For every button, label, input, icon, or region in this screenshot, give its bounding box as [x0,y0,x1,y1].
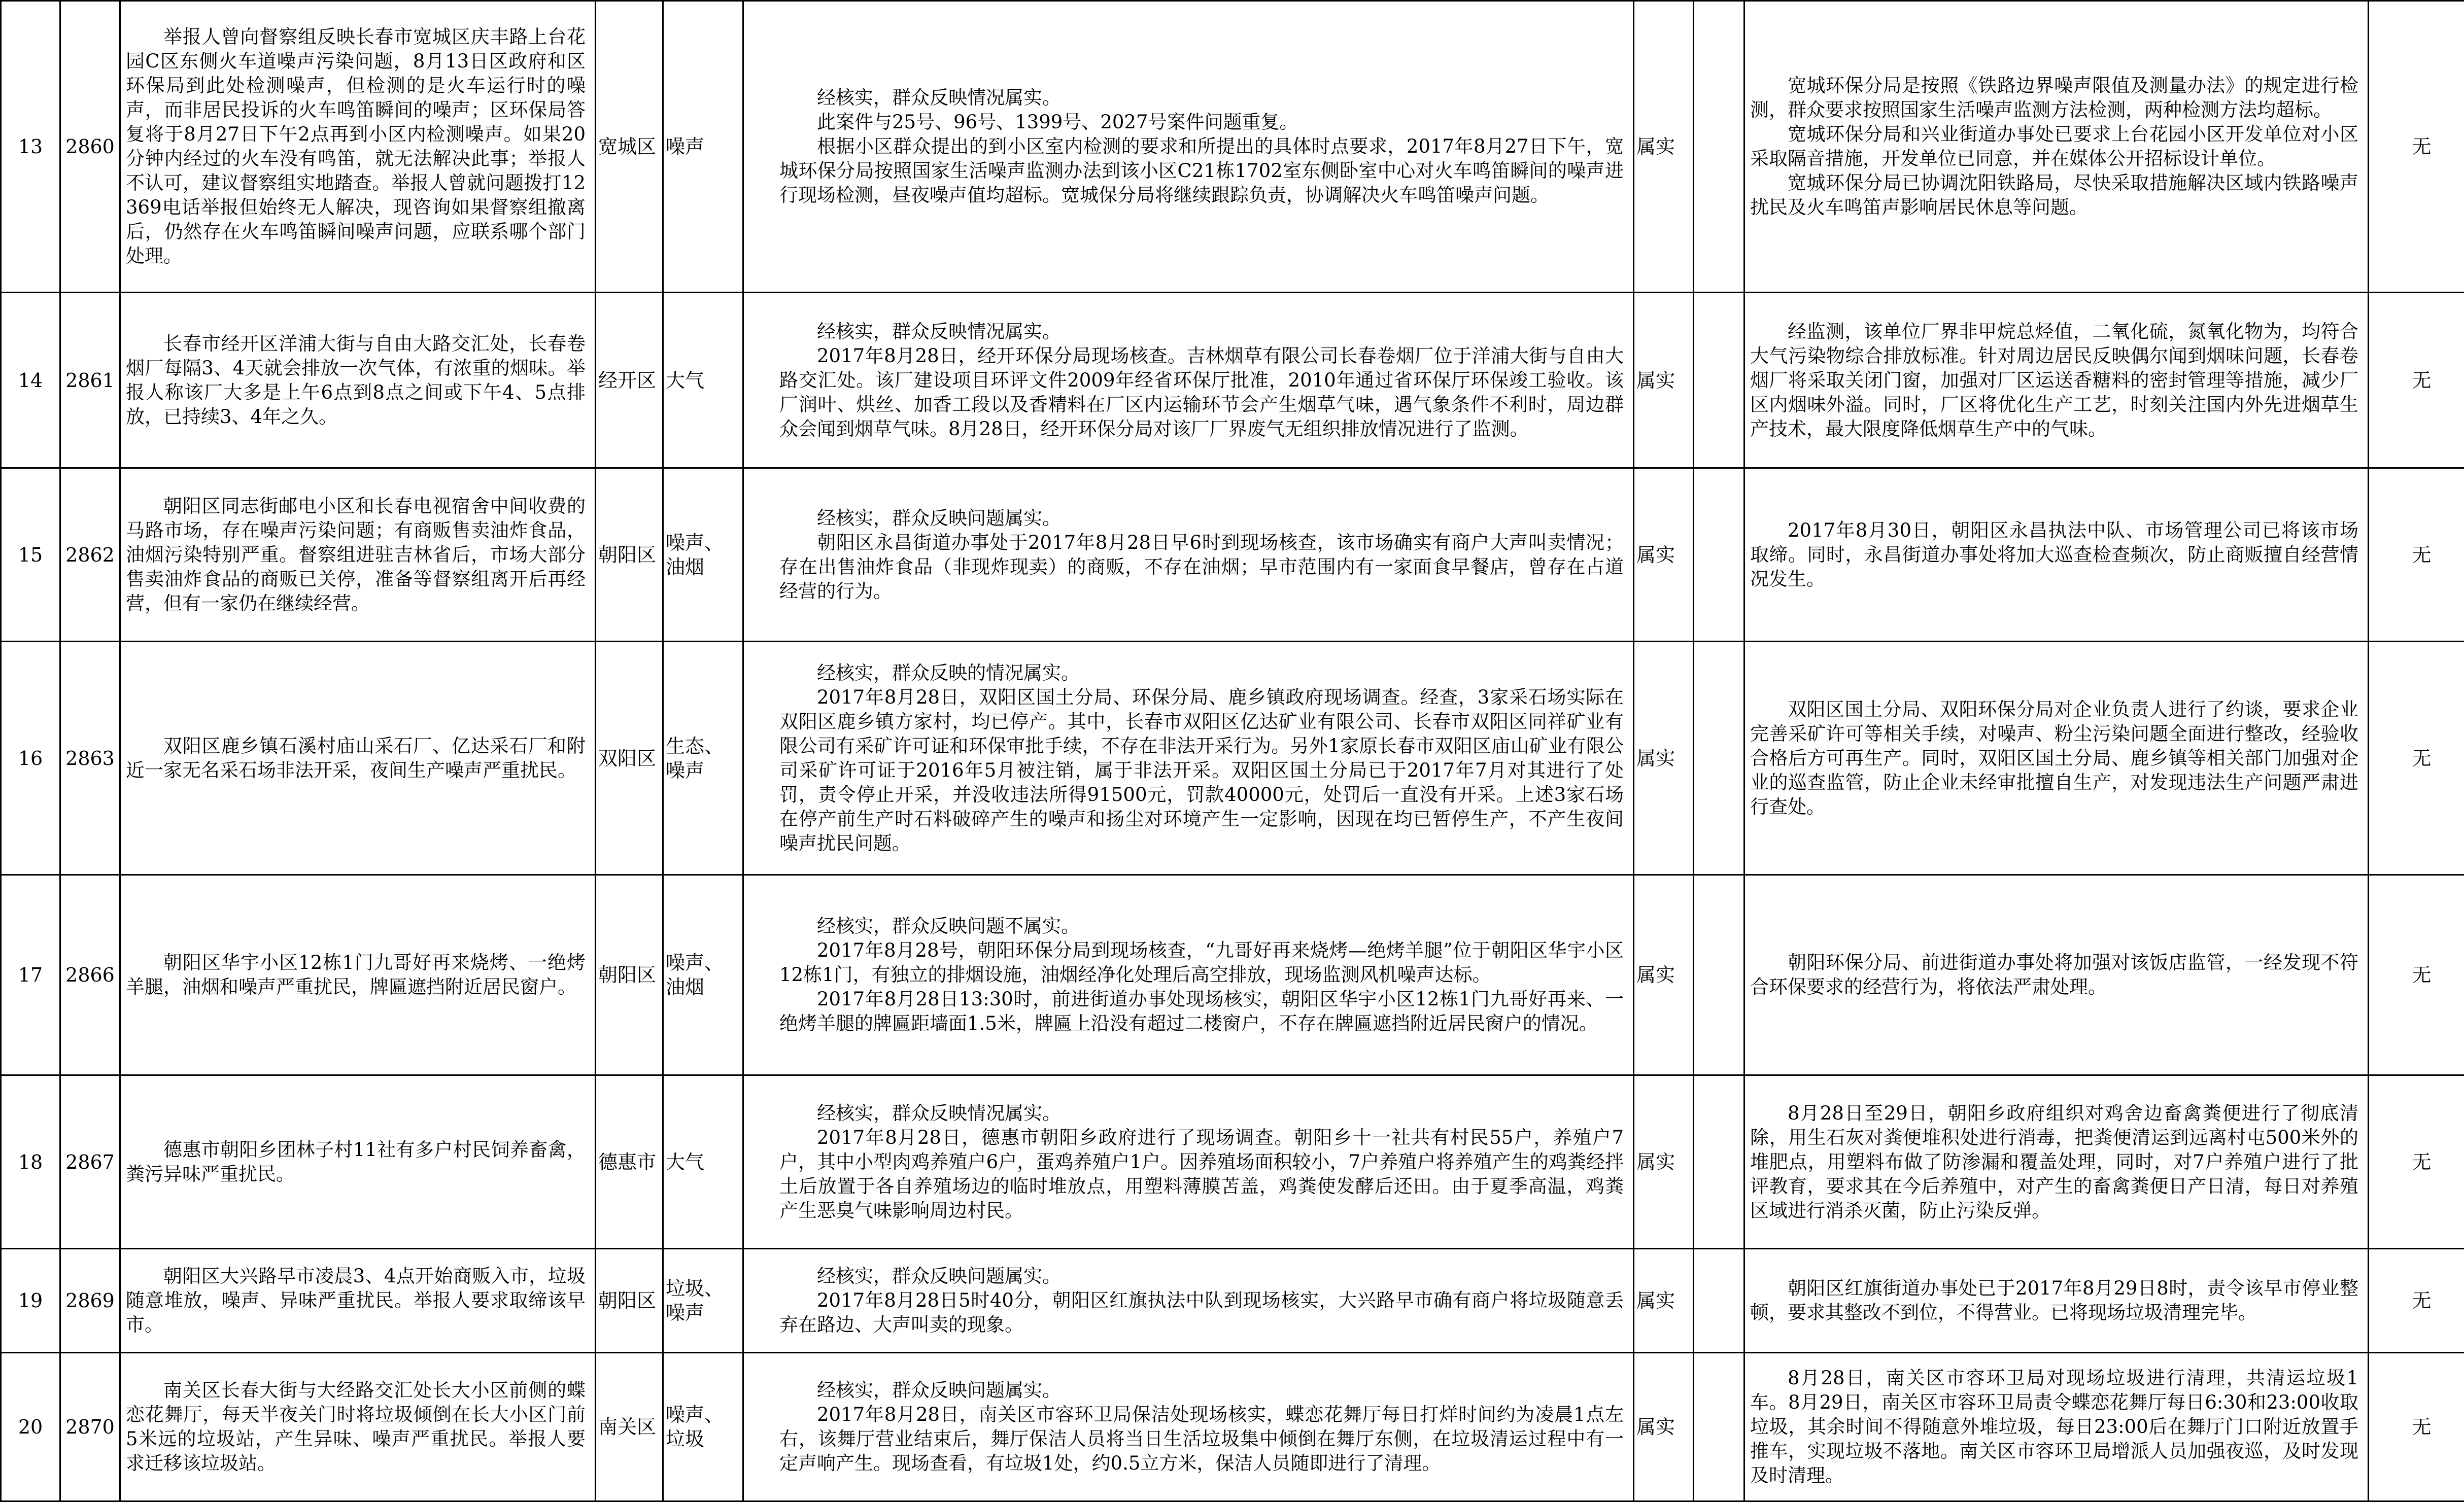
case-id: 2862 [60,468,120,642]
blank-cell [1694,293,1744,468]
row-number: 13 [1,1,60,293]
action-paragraph: 朝阳区红旗街道办事处已于2017年8月29日8时，责令该早市停业整顿，要求其整改不到位，不得营业。已将现场垃圾清理完毕。 [1750,1276,2358,1325]
row-number: 16 [1,642,60,875]
pollution-type: 噪声、垃圾 [663,1353,743,1501]
handling-action [1744,468,2369,642]
district: 南关区 [596,1353,663,1501]
finding-paragraph: 2017年8月28日5时40分，朝阳区红旗执法中队到现场核实，大兴路早市确有商户将垃圾随意丢弃在路边、大声叫卖的现象。 [779,1288,1624,1337]
blank-cell [1694,642,1744,875]
investigation-finding [743,1353,1634,1501]
complaint-content [120,293,596,468]
finding-paragraph: 2017年8月28号，朝阳环保分局到现场核查，“九哥好再来烧烤—绝烤羊腿”位于朝阳区华宇小区12栋1门，有独立的排烟设施，油烟经净化处理后高空排放，现场监测风机噪声达标。 [779,938,1624,987]
complaint-content [120,1,596,293]
case-id: 2870 [60,1353,120,1501]
table-row [1,1,2464,293]
complaint-paragraph: 德惠市朝阳乡团林子村11社有多户村民饲养畜禽，粪污异味严重扰民。 [126,1138,586,1186]
complaint-content [120,1353,596,1501]
finding-paragraph: 2017年8月28日，双阳区国土分局、环保分局、鹿乡镇政府现场调查。经查，3家采石场实际在双阳区鹿乡镇方家村，均已停产。其中，长春市双阳区亿达矿业有限公司、长春市双阳区同祥矿业有限公司有采矿许可证和环保审批手续，不存在非法开采行为。另外1家原长春市双阳区庙山矿业有限公司采矿许可证于2016年5月被注销，属于非法开采。双阳区国土分局已于2017年7月对其进行了处罚，责令停止开采，并没收违法所得91500元，罚款40000元，处罚后一直没有开采。上述3家石场在停产前生产时石料破碎产生的噪声和扬尘对环境产生一定影响，因现在均已暂停生产，不产生夜间噪声扰民问题。 [779,685,1624,856]
complaint-paragraph: 朝阳区同志街邮电小区和长春电视宿舍中间收费的马路市场，存在噪声污染问题；有商贩售卖油炸食品，油烟污染特别严重。督察组进驻吉林省后，市场大部分售卖油炸食品的商贩已关停，准备等督察组离开后再经营，但有一家仍在继续经营。 [126,494,586,616]
blank-cell [1694,1249,1744,1353]
finding-paragraph: 2017年8月28日13:30时，前进街道办事处现场核实，朝阳区华宇小区12栋1门九哥好再来、一绝烤羊腿的牌匾距墙面1.5米，牌匾上沿没有超过二楼窗户，不存在牌匾遮挡附近居民窗户的情况。 [779,987,1624,1036]
complaint-paragraph: 朝阳区大兴路早市凌晨3、4点开始商贩入市，垃圾随意堆放，噪声、异味严重扰民。举报人要求取缔该早市。 [126,1264,586,1337]
finding-paragraph: 经核实，群众反映问题属实。 [779,506,1624,531]
verdict: 属实 [1634,875,1694,1075]
accountability: 无 [2369,1249,2464,1353]
row-number: 15 [1,468,60,642]
finding-paragraph: 朝阳区永昌街道办事处于2017年8月28日早6时到现场核查，该市场确实有商户大声叫卖情况；存在出售油炸食品（非现炸现卖）的商贩，不存在油烟；早市范围内有一家面食早餐店，曾存在占道经营的行为。 [779,531,1624,604]
row-number: 19 [1,1249,60,1353]
verdict: 属实 [1634,642,1694,875]
district: 双阳区 [596,642,663,875]
table-row [1,1353,2464,1501]
finding-paragraph: 2017年8月28日，经开环保分局现场核查。吉林烟草有限公司长春卷烟厂位于洋浦大街与自由大路交汇处。该厂建设项目环评文件2009年经省环保厅批准，2010年通过省环保厅环保竣工验收。该厂润叶、烘丝、加香工段以及香精料在厂区内运输环节会产生烟草气味，遇气象条件不利时，周边群众会闻到烟草气味。8月28日，经开环保分局对该厂厂界废气无组织排放情况进行了监测。 [779,344,1624,441]
blank-cell [1694,875,1744,1075]
complaint-paragraph: 长春市经开区洋浦大街与自由大路交汇处，长春卷烟厂每隔3、4天就会排放一次气体，有浓重的烟味。举报人称该厂大多是上午6点到8点之间或下午4、5点排放，已持续3、4年之久。 [126,332,586,429]
action-paragraph: 朝阳环保分局、前进街道办事处将加强对该饭店监管，一经发现不符合环保要求的经营行为，将依法严肃处理。 [1750,951,2358,999]
case-id: 2861 [60,293,120,468]
district: 德惠市 [596,1075,663,1249]
table-row [1,1075,2464,1249]
finding-paragraph: 经核实，群众反映问题属实。 [779,1378,1624,1403]
pollution-type: 垃圾、噪声 [663,1249,743,1353]
action-paragraph: 经监测，该单位厂界非甲烷总烃值，二氧化硫，氮氧化物为，均符合大气污染物综合排放标准。针对周边居民反映偶尔闻到烟味问题，长春卷烟厂将采取关闭门窗，加强对厂区运送香糖料的密封管理等措施，减少厂区内烟味外溢。同时，厂区将优化生产工艺，时刻关注国内外先进烟草生产技术，最大限度降低烟草生产中的气味。 [1750,320,2358,441]
action-paragraph: 宽城环保分局已协调沈阳铁路局，尽快采取措施解决区域内铁路噪声扰民及火车鸣笛声影响居民休息等问题。 [1750,171,2358,220]
case-id: 2866 [60,875,120,1075]
verdict: 属实 [1634,293,1694,468]
table-row [1,1249,2464,1353]
row-number: 17 [1,875,60,1075]
finding-paragraph: 2017年8月28日，德惠市朝阳乡政府进行了现场调查。朝阳乡十一社共有村民55户，养殖户7户，其中小型肉鸡养殖户6户，蛋鸡养殖户1户。因养殖场面积较小，7户养殖户将养殖产生的鸡粪经拌土后放置于各自养殖场边的临时堆放点，用塑料薄膜苫盖，鸡粪使发酵后还田。由于夏季高温，鸡粪产生恶臭气味影响周边村民。 [779,1126,1624,1223]
district: 朝阳区 [596,1249,663,1353]
complaint-content [120,642,596,875]
table-row [1,468,2464,642]
row-number: 14 [1,293,60,468]
finding-paragraph: 此案件与25号、96号、1399号、2027号案件问题重复。 [779,110,1624,134]
finding-paragraph: 根据小区群众提出的到小区室内检测的要求和所提出的具体时点要求，2017年8月27日下午，宽城环保分局按照国家生活噪声监测办法到该小区C21栋1702室东侧卧室中心对火车鸣笛瞬间的噪声进行现场检测，昼夜噪声值均超标。宽城保分局将继续跟踪负责，协调解决火车鸣笛噪声问题。 [779,134,1624,207]
handling-action [1744,1,2369,293]
action-paragraph: 宽城环保分局是按照《铁路边界噪声限值及测量办法》的规定进行检测，群众要求按照国家生活噪声监测方法检测，两种检测方法均超标。 [1750,74,2358,122]
blank-cell [1694,468,1744,642]
complaint-paragraph: 举报人曾向督察组反映长春市宽城区庆丰路上台花园C区东侧火车道噪声污染问题，8月13日区政府和区环保局到此处检测噪声，但检测的是火车运行时的噪声，而非居民投诉的火车鸣笛瞬间的噪声；区环保局答复将于8月27日下午2点再到小区内检测噪声。如果20分钟内经过的火车没有鸣笛，就无法解决此事；举报人不认可，建议督察组实地踏查。举报人曾就问题拨打12369电话举报但始终无人解决，现咨询如果督察组撤离后，仍然存在火车鸣笛瞬间噪声问题，应联系哪个部门处理。 [126,25,586,268]
investigation-finding [743,1249,1634,1353]
case-id: 2860 [60,1,120,293]
investigation-finding [743,642,1634,875]
handling-action [1744,875,2369,1075]
investigation-finding [743,468,1634,642]
accountability: 无 [2369,468,2464,642]
investigation-finding [743,293,1634,468]
action-paragraph: 双阳区国土分局、双阳环保分局对企业负责人进行了约谈，要求企业完善采矿许可等相关手续，对噪声、粉尘污染问题全面进行整改，经验收合格后方可再生产。同时，双阳区国土分局、鹿乡镇等相关部门加强对企业的巡查监管，防止企业未经审批擅自生产，对发现违法生产问题严肃进行查处。 [1750,697,2358,819]
complaint-content [120,1075,596,1249]
accountability: 无 [2369,1353,2464,1501]
complaint-content [120,468,596,642]
complaint-paragraph: 朝阳区华宇小区12栋1门九哥好再来烧烤、一绝烤羊腿，油烟和噪声严重扰民，牌匾遮挡附近居民窗户。 [126,951,586,999]
handling-action [1744,1249,2369,1353]
pollution-type: 大气 [663,1075,743,1249]
action-paragraph: 2017年8月30日，朝阳区永昌执法中队、市场管理公司已将该市场取缔。同时，永昌街道办事处将加大巡查检查频次，防止商贩擅自经营情况发生。 [1750,518,2358,591]
row-number: 20 [1,1353,60,1501]
blank-cell [1694,1075,1744,1249]
investigation-finding [743,875,1634,1075]
case-id: 2867 [60,1075,120,1249]
accountability: 无 [2369,642,2464,875]
accountability: 无 [2369,1,2464,293]
complaint-content [120,875,596,1075]
blank-cell [1694,1,1744,293]
pollution-type: 噪声 [663,1,743,293]
table-row [1,293,2464,468]
handling-action [1744,293,2369,468]
action-paragraph: 宽城环保分局和兴业街道办事处已要求上台花园小区开发单位对小区采取隔音措施，开发单位已同意，并在媒体公开招标设计单位。 [1750,122,2358,171]
handling-action [1744,642,2369,875]
case-id: 2869 [60,1249,120,1353]
finding-paragraph: 经核实，群众反映情况属实。 [779,1101,1624,1126]
finding-paragraph: 经核实，群众反映问题不属实。 [779,914,1624,938]
pollution-type: 大气 [663,293,743,468]
district: 经开区 [596,293,663,468]
verdict: 属实 [1634,1075,1694,1249]
pollution-type: 噪声、油烟 [663,468,743,642]
finding-paragraph: 经核实，群众反映情况属实。 [779,86,1624,110]
district: 宽城区 [596,1,663,293]
case-id: 2863 [60,642,120,875]
verdict: 属实 [1634,1,1694,293]
investigation-finding [743,1,1634,293]
complaint-paragraph: 双阳区鹿乡镇石溪村庙山采石厂、亿达采石厂和附近一家无名采石场非法开采，夜间生产噪声严重扰民。 [126,734,586,783]
accountability: 无 [2369,293,2464,468]
verdict: 属实 [1634,1353,1694,1501]
blank-cell [1694,1353,1744,1501]
complaint-paragraph: 南关区长春大街与大经路交汇处长大小区前侧的蝶恋花舞厅，每天半夜关门时将垃圾倾倒在长大小区门前5米远的垃圾站，产生异味、噪声严重扰民。举报人要求迁移该垃圾站。 [126,1378,586,1476]
district: 朝阳区 [596,875,663,1075]
complaint-content [120,1249,596,1353]
table-row [1,642,2464,875]
pollution-type: 生态、噪声 [663,642,743,875]
table-row [1,875,2464,1075]
action-paragraph: 8月28日，南关区市容环卫局对现场垃圾进行清理，共清运垃圾1车。8月29日，南关区市容环卫局责令蝶恋花舞厅每日6:30和23:00收取垃圾，其余时间不得随意外堆垃圾，每日23:00后在舞厅门口附近放置手推车，实现垃圾不落地。南关区市容环卫局增派人员加强夜巡，及时发现及时清理。 [1750,1366,2358,1488]
accountability: 无 [2369,875,2464,1075]
finding-paragraph: 2017年8月28日，南关区市容环卫局保洁处现场核实，蝶恋花舞厅每日打烊时间约为凌晨1点左右，该舞厅营业结束后，舞厅保洁人员将当日生活垃圾集中倾倒在舞厅东侧，在垃圾清运过程中有一定声响产生。现场查看，有垃圾1处，约0.5立方米，保洁人员随即进行了清理。 [779,1403,1624,1476]
finding-paragraph: 经核实，群众反映情况属实。 [779,320,1624,344]
pollution-type: 噪声、油烟 [663,875,743,1075]
verdict: 属实 [1634,468,1694,642]
verdict: 属实 [1634,1249,1694,1353]
handling-action [1744,1075,2369,1249]
handling-action [1744,1353,2369,1501]
district: 朝阳区 [596,468,663,642]
finding-paragraph: 经核实，群众反映的情况属实。 [779,661,1624,685]
action-paragraph: 8月28日至29日，朝阳乡政府组织对鸡舍边畜禽粪便进行了彻底清除，用生石灰对粪便堆积处进行消毒，把粪便清运到远离村屯500米外的堆肥点，用塑料布做了防渗漏和覆盖处理，同时，对7户养殖户进行了批评教育，要求其在今后养殖中，对产生的畜禽粪便日产日清，每日对养殖区域进行消杀灭菌，防止污染反弹。 [1750,1101,2358,1223]
row-number: 18 [1,1075,60,1249]
investigation-finding [743,1075,1634,1249]
finding-paragraph: 经核实，群众反映问题属实。 [779,1264,1624,1288]
accountability: 无 [2369,1075,2464,1249]
